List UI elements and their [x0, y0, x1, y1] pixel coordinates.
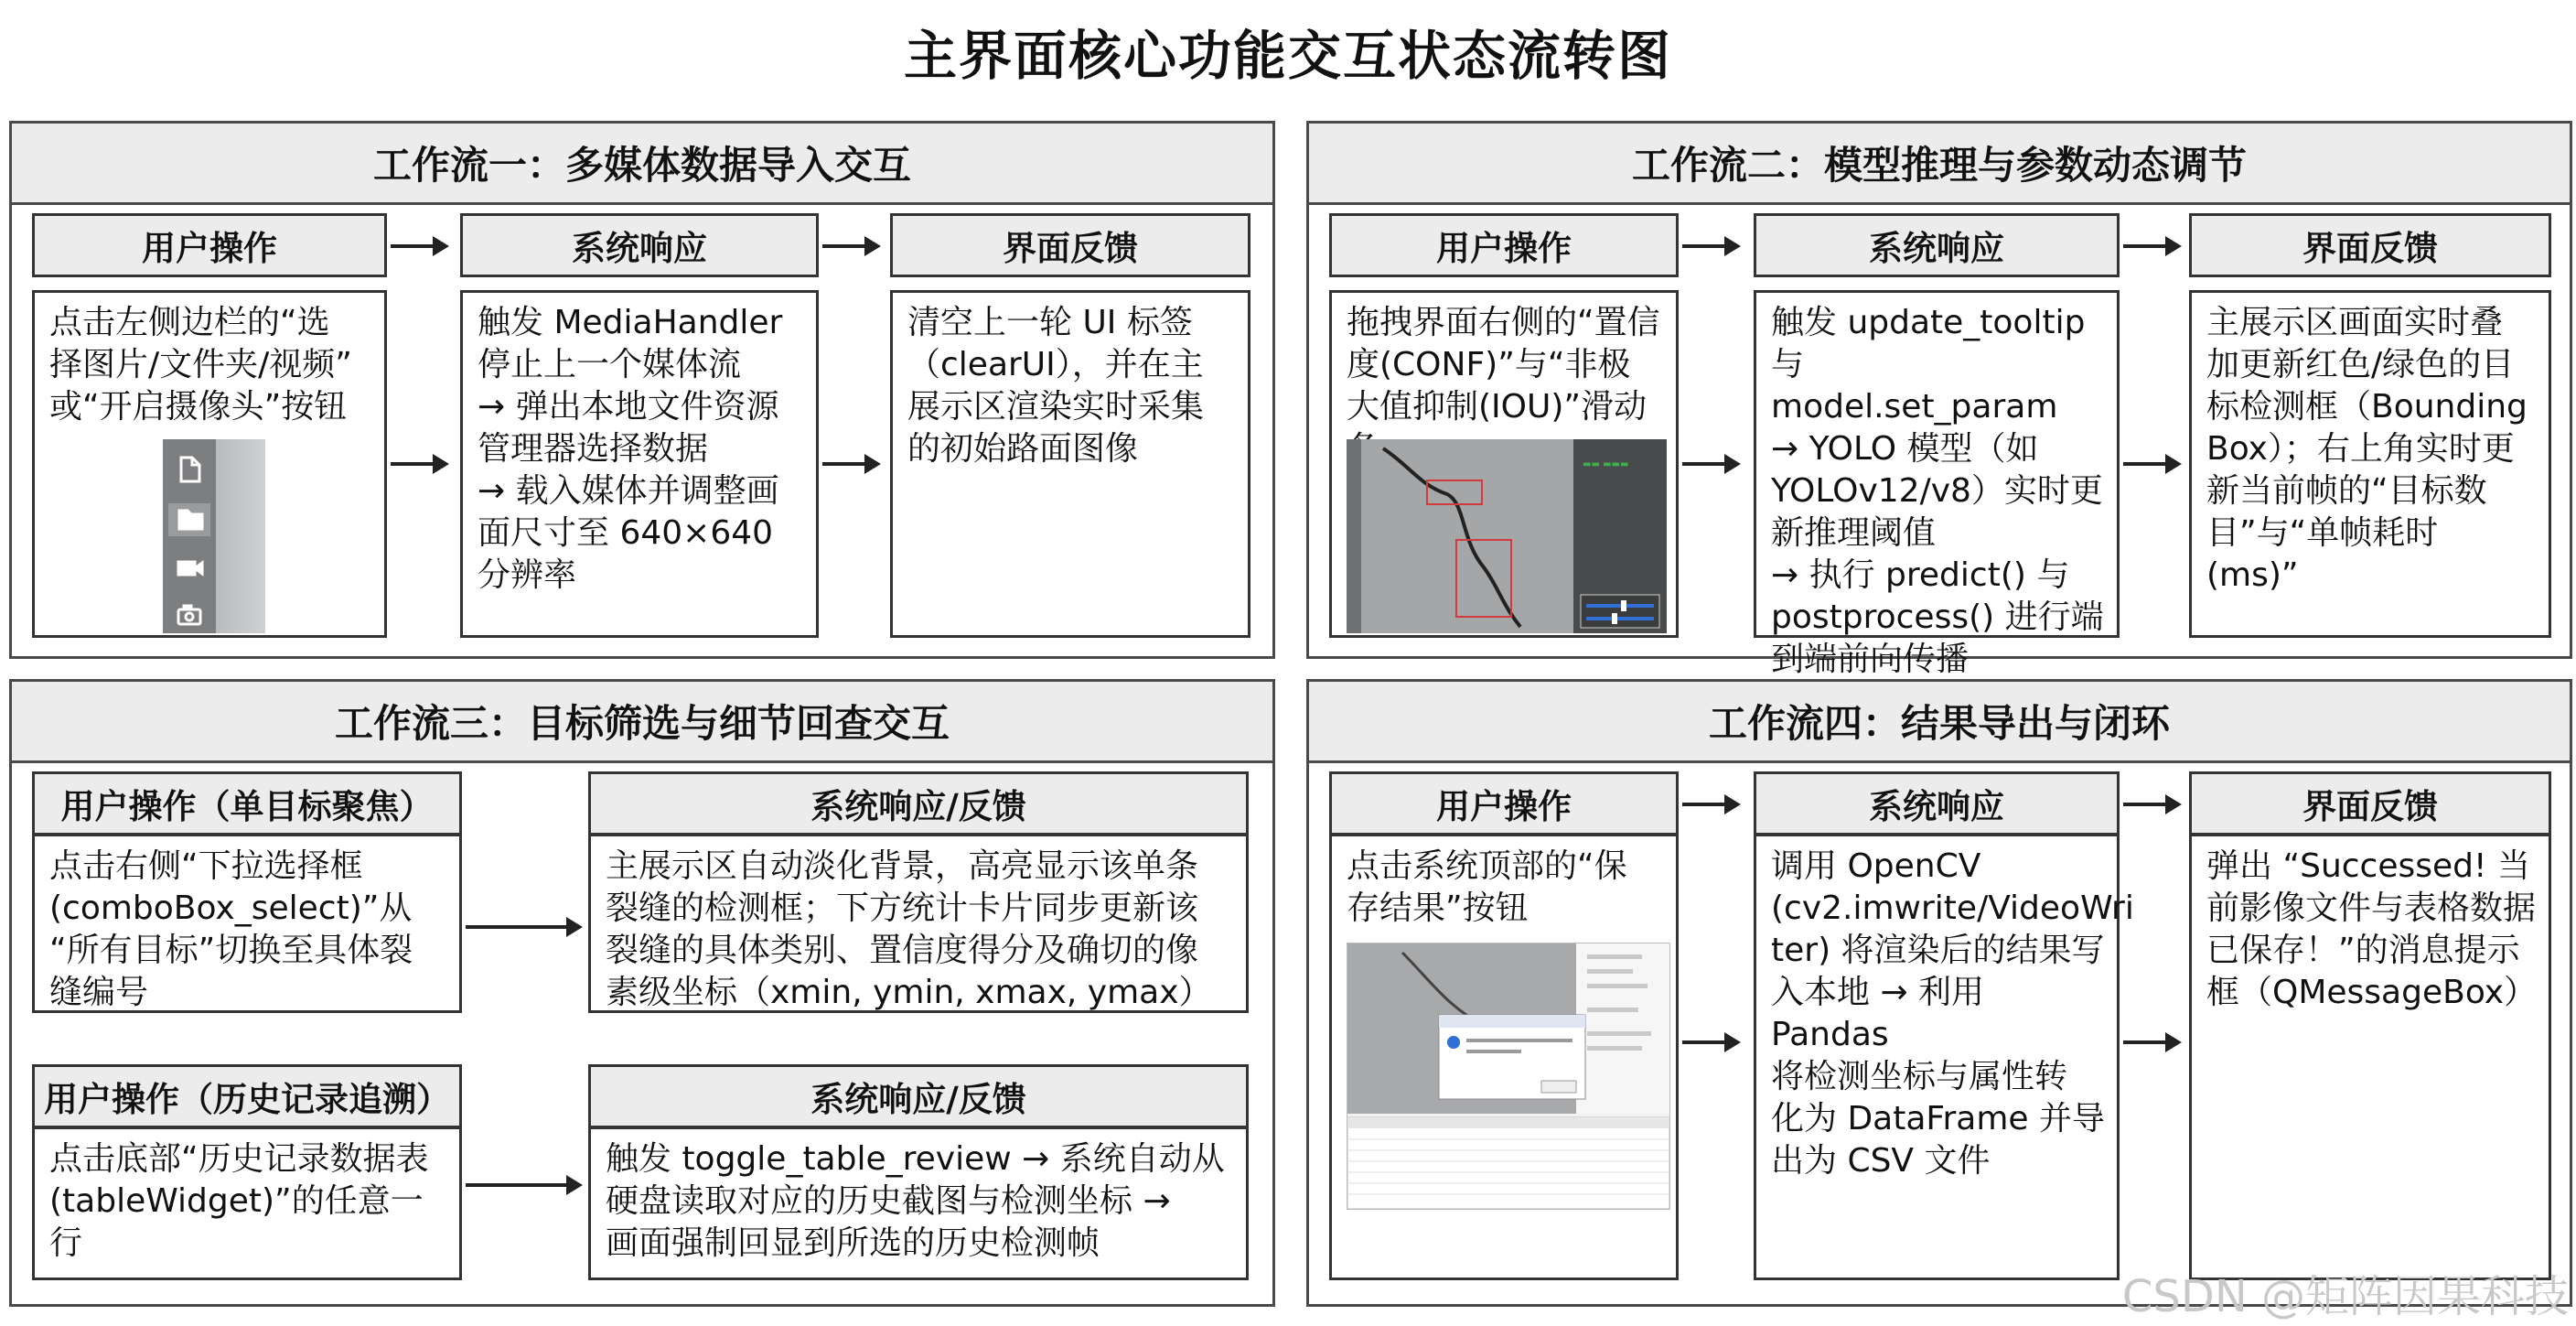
wf2-header-arrow-2 [2123, 244, 2178, 248]
wf2-sys-text: 触发 update_tooltip与 model.set_param → YOLO 模型（如 YOLOv12/v8）实时更 新推理阈值 → 执行 predict() 与 postprocess() 进行端 到端前向传播 [1771, 304, 2104, 678]
iou-slider [1586, 617, 1654, 620]
wf1-header-arrow-1 [391, 244, 445, 248]
wf3-resp1-text: 主展示区自动淡化背景，高亮显示该单条 裂缝的检测框；下方统计卡片同步更新该 裂缝的具体类别、置信度得分及确切的像 素级坐标（xmin, ymin, xmax, ymax） [606, 847, 1212, 1011]
wf1-ui-box [890, 290, 1250, 638]
wf1-arrow-2 [822, 462, 877, 466]
workflow-3-panel [9, 679, 1275, 1307]
workflow-3-title: 工作流三：目标筛选与细节回查交互 [12, 682, 1272, 763]
wf3-resp1-box [588, 834, 1249, 1013]
wf4-sys-box [1754, 834, 2134, 1280]
wf3-resp1-header: 系统响应/反馈 [588, 771, 1249, 835]
wf3-resp2-box [588, 1127, 1249, 1280]
detection-box-red-2 [1456, 540, 1511, 617]
wf1-user-box [32, 290, 387, 638]
wf1-sys-header: 系统响应 [460, 213, 819, 277]
wf3-user2-header: 用户操作（历史记录追溯） [32, 1064, 462, 1128]
wf4-ui-box [2189, 834, 2551, 1280]
wf4-user-header: 用户操作 [1329, 771, 1679, 835]
wf4-ui-header: 界面反馈 [2189, 771, 2551, 835]
status-text-green: ▬▬ ▬▬▬ [1583, 459, 1629, 469]
wf1-sys-text: 触发 MediaHandler 停止上一个媒体流 → 弹出本地文件资源 管理器选择数据 → 载入媒体并调整画 面尺寸至 640×640 分辨率 [478, 304, 783, 594]
wf1-header-arrow-2 [822, 244, 877, 248]
workflow-1-panel [9, 121, 1275, 659]
wf4-arrow-2 [2123, 1040, 2178, 1044]
info-icon [1447, 1036, 1460, 1049]
slider-panel [1581, 595, 1659, 628]
wf4-ui-text: 弹出 “Successed! 当 前影像文件与表格数据 已保存！”的消息提示 框（QMessageBox） [2206, 847, 2538, 1011]
wf1-user-header: 用户操作 [32, 213, 387, 277]
wf3-arrow-2 [466, 1183, 579, 1187]
wf2-arrow-2 [2123, 462, 2178, 466]
wf2-ui-text: 主展示区画面实时叠 加更新红色/绿色的目 标检测框（Bounding Box）；右上角实时更 新当前帧的“目标数 目”与“单帧耗时 (ms)” [2206, 304, 2528, 594]
wf2-user-box [1329, 290, 1679, 638]
wf3-user2-box [32, 1127, 462, 1280]
wf4-header-arrow-2 [2123, 803, 2178, 806]
wf3-user1-text: 点击右侧“下拉选择框 (comboBox_select)”从 “所有目标”切换至具体裂 缝编号 [49, 847, 413, 1011]
wf2-ui-box [2189, 290, 2551, 638]
message-box-ok-button [1541, 1081, 1576, 1093]
wf1-arrow-1 [391, 462, 445, 466]
wf4-user-text: 点击系统顶部的“保 存结果”按钮 [1347, 847, 1627, 927]
wf2-user-header: 用户操作 [1329, 213, 1679, 277]
wf1-ui-header: 界面反馈 [890, 213, 1250, 277]
workflow-1-title: 工作流一：多媒体数据导入交互 [12, 124, 1272, 205]
wf4-user-box [1329, 834, 1679, 1280]
workflow-2-panel [1306, 121, 2572, 678]
camera-icon [178, 606, 200, 624]
wf4-sys-text: 调用 OpenCV (cv2.imwrite/VideoWri ter) 将渲染后的结果写 入本地 → 利用 Pandas 将检测坐标与属性转 化为 DataFrame 并导 出为 CSV 文件 [1771, 847, 2134, 1180]
wf4-header-arrow-1 [1682, 803, 1737, 806]
watermark: CSDN @矩阵因果科技 [2121, 1271, 2569, 1322]
workflow-2-title: 工作流二：模型推理与参数动态调节 [1309, 124, 2570, 205]
wf3-resp2-text: 触发 toggle_table_review → 系统自动从 硬盘读取对应的历史截图与检测坐标 → 画面强制回显到所选的历史检测帧 [606, 1140, 1225, 1262]
wf3-user1-box [32, 834, 462, 1013]
wf2-sys-header: 系统响应 [1754, 213, 2120, 277]
wf2-header-arrow-1 [1682, 244, 1737, 248]
history-table [1347, 1117, 1669, 1209]
crack-line [1383, 448, 1520, 627]
sidebar-thumbnail [163, 439, 265, 633]
wf1-ui-text: 清空上一轮 UI 标签 （clearUI），并在主 展示区渲染实时采集 的初始路面图像 [907, 304, 1205, 468]
wf2-arrow-1 [1682, 462, 1737, 466]
iou-slider-handle [1612, 613, 1617, 624]
conf-slider-handle [1621, 600, 1626, 611]
conf-slider [1586, 604, 1654, 608]
wf4-arrow-1 [1682, 1040, 1737, 1044]
wf2-sys-box [1754, 290, 2120, 678]
wf3-user2-text: 点击底部“历史记录数据表 (tableWidget)”的任意一行 [49, 1140, 429, 1262]
page-title: 主界面核心功能交互状态流转图 [903, 25, 1672, 87]
wf3-arrow-1 [466, 925, 579, 929]
folder-icon [179, 511, 202, 529]
wf2-user-text: 拖拽界面右侧的“置信 度(CONF)”与“非极 大值抑制(IOU)”滑动 [1347, 304, 1660, 426]
wf1-user-text: 点击左侧边栏的“选 择图片/文件夹/视频” 或“开启摄像头”按钮 [49, 304, 352, 426]
workflow-4-title: 工作流四：结果导出与闭环 [1309, 682, 2570, 763]
wf2-ui-header: 界面反馈 [2189, 213, 2551, 277]
wf3-user1-header: 用户操作（单目标聚焦） [32, 771, 462, 835]
detection-thumbnail [1347, 439, 1667, 633]
file-icon [181, 458, 199, 481]
video-camera-icon [178, 562, 202, 575]
wf3-resp2-header: 系统响应/反馈 [588, 1064, 1249, 1128]
wf4-sys-header: 系统响应 [1754, 771, 2120, 835]
save-result-thumbnail [1347, 943, 1670, 1210]
workflow-4-panel [1306, 679, 2572, 1307]
wf1-sys-box [460, 290, 819, 638]
